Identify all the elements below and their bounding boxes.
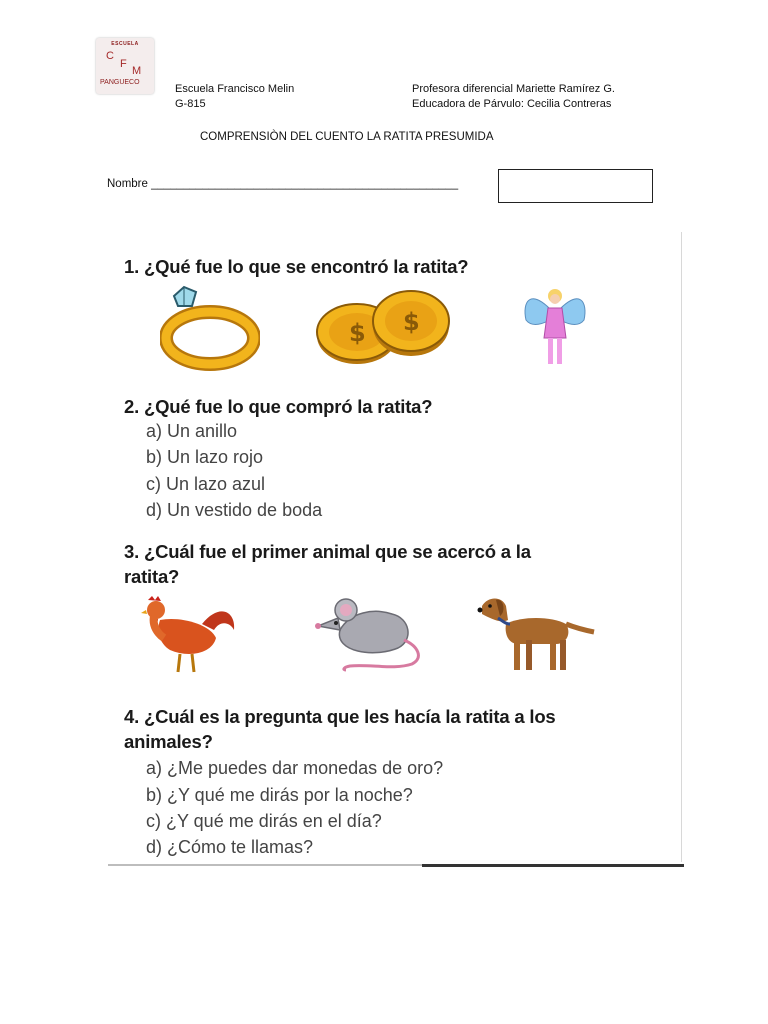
coins-icon	[313, 286, 453, 368]
q4-option-b: b) ¿Y qué me dirás por la noche?	[146, 785, 413, 805]
q4-option-c: c) ¿Y qué me dirás en el día?	[146, 811, 382, 831]
fairy-icon	[520, 282, 590, 372]
question-4-line-1: 4. ¿Cuál es la pregunta que les hacía la ratita a los	[124, 706, 556, 727]
school-code: G-815	[175, 98, 206, 110]
q2-option-a: a) Un anillo	[146, 421, 238, 441]
educator-name: Educadora de Párvulo: Cecilia Contreras	[412, 98, 612, 110]
q2-option-d: d) Un vestido de boda	[146, 500, 323, 520]
logo-bottom-text: PANGUECO	[100, 79, 140, 86]
score-box[interactable]	[498, 169, 653, 203]
question-3-line-1: 3. ¿Cuál fue el primer animal que se acercó a la	[124, 541, 531, 562]
svg-text:$: $	[403, 308, 420, 336]
logo-letter-m: M	[132, 65, 142, 77]
ring-icon	[160, 282, 260, 372]
mouse-icon	[314, 596, 430, 672]
dog-icon	[476, 594, 596, 676]
question-3-line-2: ratita?	[124, 566, 180, 587]
q4-option-d: d) ¿Cómo te llamas?	[146, 837, 314, 857]
q2-option-b: b) Un lazo rojo	[146, 447, 264, 467]
teacher-name: Profesora diferencial Mariette Ramírez G.	[412, 83, 615, 95]
divider-line	[108, 864, 424, 866]
worksheet-image	[108, 232, 684, 868]
question-2: 2. ¿Qué fue lo que compró la ratita?	[124, 396, 433, 417]
q4-option-a: a) ¿Me puedes dar monedas de oro?	[146, 758, 444, 778]
school-name: Escuela Francisco Melin	[175, 83, 295, 95]
logo-top-text: ESCUELA	[111, 41, 139, 47]
logo-letter-c: C	[106, 50, 114, 62]
question-1: 1. ¿Qué fue lo que se encontró la ratita?	[124, 256, 469, 277]
scan-edge	[681, 232, 682, 862]
worksheet-title: COMPRENSIÒN DEL CUENTO LA RATITA PRESUMIDA	[200, 131, 494, 143]
question-4-line-2: animales?	[124, 731, 213, 752]
school-logo	[96, 38, 154, 94]
svg-text:$: $	[349, 319, 366, 347]
rooster-icon	[140, 594, 240, 676]
q2-option-c: c) Un lazo azul	[146, 474, 266, 494]
divider-line-thick	[422, 864, 684, 867]
logo-letter-f: F	[120, 58, 127, 70]
name-field[interactable]: Nombre ________________________________________________	[107, 178, 459, 190]
